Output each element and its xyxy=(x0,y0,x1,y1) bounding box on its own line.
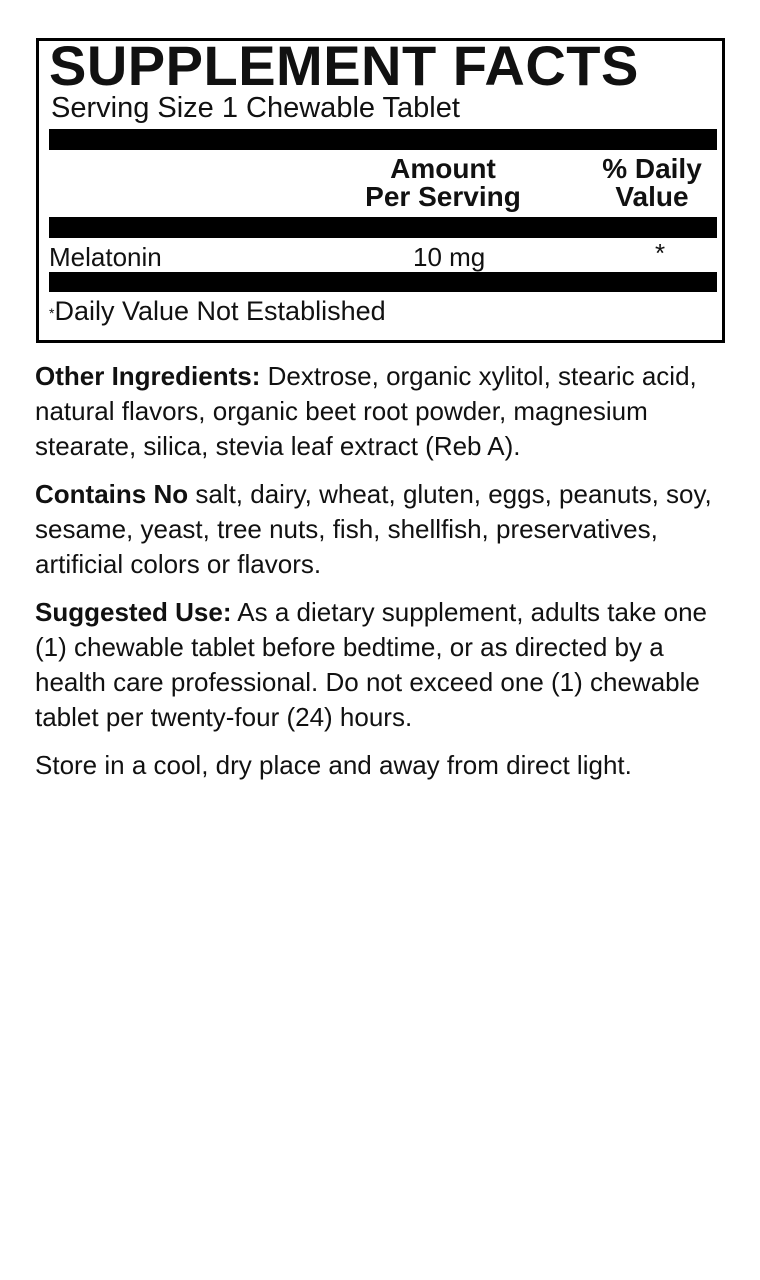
suggested-use-label: Suggested Use: xyxy=(35,597,232,627)
contains-no-text: salt, dairy, wheat, gluten, eggs, peanuts, soy, sesame, yeast, tree nuts, fish, shellfish, preservatives, artificial colors or flavors. xyxy=(35,479,712,579)
thick-divider xyxy=(49,217,717,238)
amount-header-line2: Per Serving xyxy=(365,181,521,212)
supplement-facts-title: SUPPLEMENT FACTS xyxy=(49,34,639,97)
contains-no-section xyxy=(35,477,725,582)
daily-value-header xyxy=(577,155,727,211)
serving-size: Serving Size 1 Chewable Tablet xyxy=(51,92,460,124)
supplement-facts-panel xyxy=(36,34,725,343)
suggested-use-section xyxy=(35,595,725,735)
daily-value-footnote xyxy=(49,295,386,327)
contains-no-label: Contains No xyxy=(35,479,189,509)
dv-header-line1: % Daily xyxy=(602,153,702,184)
other-ingredients-section xyxy=(35,359,725,464)
thick-divider xyxy=(49,272,717,292)
thick-divider xyxy=(49,129,717,150)
footnote-text: Daily Value Not Established xyxy=(54,296,386,326)
amount-per-serving-header xyxy=(355,155,531,211)
suggested-use-text: As a dietary supplement, adults take one (1) chewable tablet before bedtime, or as directed by a health care professional. Do not exceed one (1) chewable tablet per twenty-four (24) hours. xyxy=(35,597,708,732)
amount-header-line1: Amount xyxy=(390,153,496,184)
nutrient-row xyxy=(49,238,717,272)
footnote-symbol: * xyxy=(49,305,55,321)
nutrient-daily-value: * xyxy=(655,238,666,268)
nutrient-name: Melatonin xyxy=(49,242,162,272)
other-ingredients-text: Dextrose, organic xylitol, stearic acid, natural flavors, organic beet root powder, magnesium stearate, silica, stevia leaf extract (Reb A). xyxy=(35,361,697,461)
other-ingredients-label: Other Ingredients: xyxy=(35,361,261,391)
storage-instructions: Store in a cool, dry place and away from direct light. xyxy=(35,750,632,780)
nutrient-amount: 10 mg xyxy=(413,242,486,272)
dv-header-line2: Value xyxy=(615,181,689,212)
